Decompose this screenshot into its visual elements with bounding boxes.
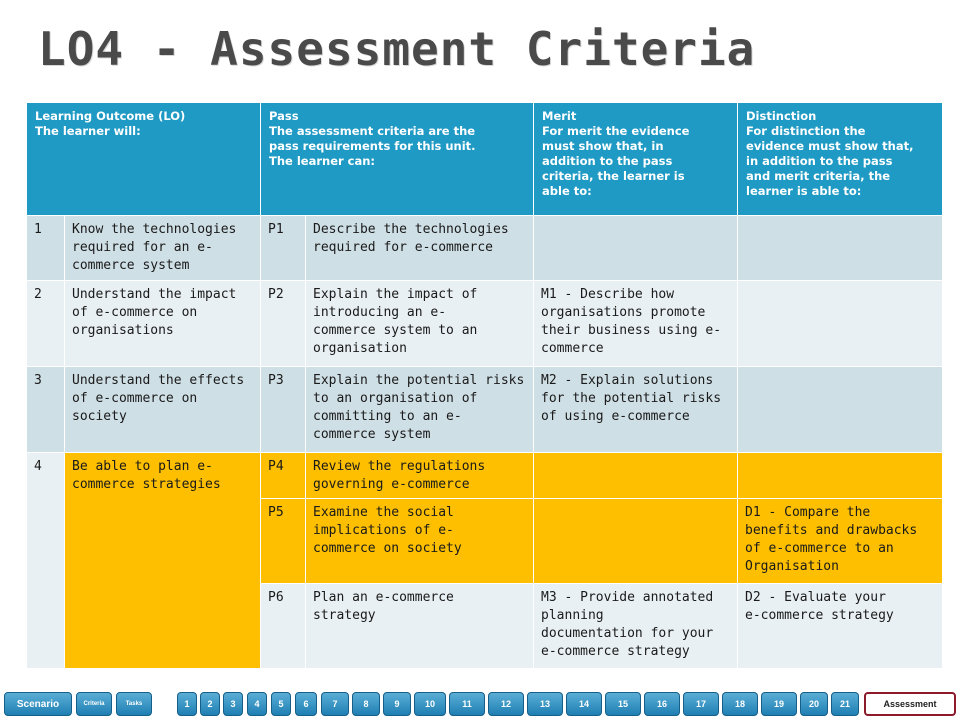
header-learning-outcome: Learning Outcome (LO) The learner will: [27, 103, 261, 216]
nav-task-button-2[interactable]: 2 [200, 692, 220, 716]
header-pass: Pass The assessment criteria are the pass requirements for this unit. The learner can: [261, 103, 534, 216]
nav-task-button-11[interactable]: 11 [449, 692, 485, 716]
nav-task-button-21[interactable]: 21 [831, 692, 859, 716]
pass-text: Explain the impact of introducing an e- commerce system to an organisation [306, 281, 534, 367]
merit-cell [534, 216, 738, 281]
nav-tasks-button[interactable]: Tasks [116, 692, 152, 716]
nav-task-button-15[interactable]: 15 [605, 692, 641, 716]
pass-id: P5 [261, 499, 306, 584]
pass-text: Review the regulations governing e-commerce [306, 453, 534, 499]
table-row [27, 216, 943, 281]
table-header-row [27, 103, 943, 216]
pass-text: Explain the potential risks to an organisation of committing to an e- commerce system [306, 367, 534, 453]
distinction-cell [738, 453, 943, 499]
pass-text: Describe the technologies required for e-commerce [306, 216, 534, 281]
distinction-cell [738, 216, 943, 281]
merit-cell [534, 453, 738, 499]
nav-task-button-1[interactable]: 1 [177, 692, 197, 716]
outcome-number: 3 [27, 367, 65, 453]
nav-task-button-12[interactable]: 12 [488, 692, 524, 716]
outcome-text: Understand the impact of e-commerce on organisations [65, 281, 261, 367]
distinction-cell [738, 281, 943, 367]
table-row [27, 281, 943, 367]
merit-cell: M1 - Describe how organisations promote their business using e- commerce [534, 281, 738, 367]
outcome-number: 4 [27, 453, 65, 669]
merit-cell: M2 - Explain solutions for the potential risks of using e-commerce [534, 367, 738, 453]
distinction-cell: D1 - Compare the benefits and drawbacks of e-commerce to an Organisation [738, 499, 943, 584]
outcome-text: Know the technologies required for an e- commerce system [65, 216, 261, 281]
outcome-text: Be able to plan e- commerce strategies [65, 453, 261, 669]
page-title: LO4 - Assessment Criteria [38, 22, 756, 76]
merit-cell: M3 - Provide annotated planning documentation for your e-commerce strategy [534, 584, 738, 669]
nav-assessment-button[interactable]: Assessment [864, 692, 956, 716]
nav-task-button-13[interactable]: 13 [527, 692, 563, 716]
nav-criteria-button[interactable]: Criteria [76, 692, 112, 716]
nav-task-button-10[interactable]: 10 [414, 692, 446, 716]
table-row [27, 367, 943, 453]
pass-id: P1 [261, 216, 306, 281]
outcome-number: 2 [27, 281, 65, 367]
nav-task-button-16[interactable]: 16 [644, 692, 680, 716]
pass-text: Examine the social implications of e- commerce on society [306, 499, 534, 584]
distinction-cell: D2 - Evaluate your e-commerce strategy [738, 584, 943, 669]
nav-task-button-4[interactable]: 4 [247, 692, 267, 716]
nav-task-button-8[interactable]: 8 [352, 692, 380, 716]
pass-id: P4 [261, 453, 306, 499]
nav-task-button-7[interactable]: 7 [321, 692, 349, 716]
nav-scenario-button[interactable]: Scenario [4, 692, 72, 716]
slide-navigation-bar [0, 690, 960, 720]
nav-task-button-18[interactable]: 18 [722, 692, 758, 716]
outcome-text: Understand the effects of e-commerce on society [65, 367, 261, 453]
pass-text: Plan an e-commerce strategy [306, 584, 534, 669]
nav-task-button-14[interactable]: 14 [566, 692, 602, 716]
table-row [27, 453, 943, 499]
header-merit: Merit For merit the evidence must show that, in addition to the pass criteria, the learner is able to: [534, 103, 738, 216]
nav-task-button-3[interactable]: 3 [223, 692, 243, 716]
nav-task-button-6[interactable]: 6 [295, 692, 317, 716]
nav-task-button-9[interactable]: 9 [383, 692, 411, 716]
pass-id: P2 [261, 281, 306, 367]
criteria-table [26, 102, 943, 669]
pass-id: P3 [261, 367, 306, 453]
merit-cell [534, 499, 738, 584]
outcome-number: 1 [27, 216, 65, 281]
header-distinction: Distinction For distinction the evidence must show that, in addition to the pass and merit criteria, the learner is able to: [738, 103, 943, 216]
nav-task-button-17[interactable]: 17 [683, 692, 719, 716]
pass-id: P6 [261, 584, 306, 669]
distinction-cell [738, 367, 943, 453]
nav-task-button-20[interactable]: 20 [800, 692, 828, 716]
nav-task-button-5[interactable]: 5 [271, 692, 291, 716]
nav-task-button-19[interactable]: 19 [761, 692, 797, 716]
